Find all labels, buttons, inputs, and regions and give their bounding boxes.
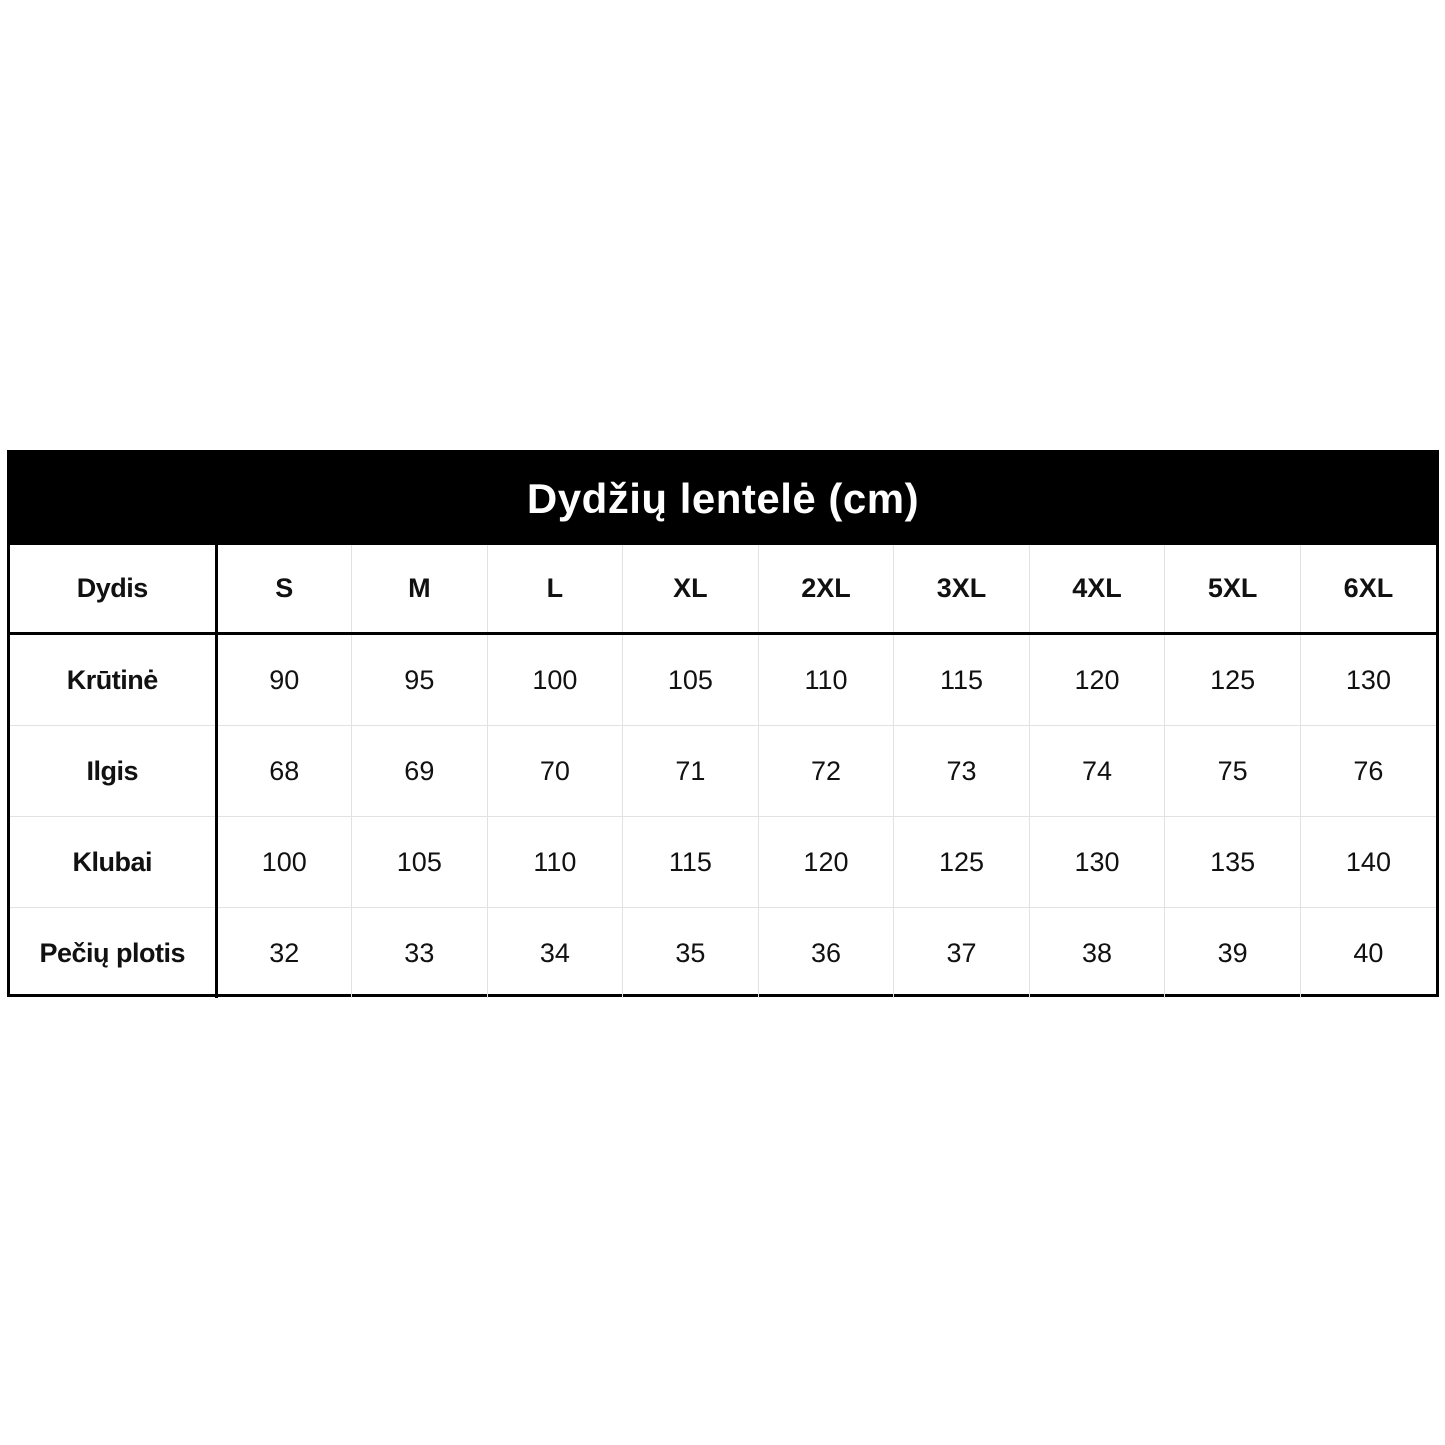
size-header-cell: XL bbox=[623, 545, 759, 634]
table-cell: 110 bbox=[487, 817, 623, 908]
row-label: Krūtinė bbox=[10, 634, 216, 726]
table-cell: 75 bbox=[1165, 726, 1301, 817]
table-cell: 90 bbox=[216, 634, 352, 726]
table-cell: 135 bbox=[1165, 817, 1301, 908]
table-cell: 100 bbox=[216, 817, 352, 908]
size-header-cell: 6XL bbox=[1300, 545, 1436, 634]
table-cell: 115 bbox=[894, 634, 1030, 726]
table-cell: 34 bbox=[487, 908, 623, 999]
table-cell: 32 bbox=[216, 908, 352, 999]
table-cell: 130 bbox=[1029, 817, 1165, 908]
table-cell: 69 bbox=[352, 726, 488, 817]
table-cell: 95 bbox=[352, 634, 488, 726]
table-cell: 100 bbox=[487, 634, 623, 726]
table-cell: 40 bbox=[1353, 937, 1384, 968]
table-row bbox=[10, 726, 1436, 817]
table-cell: 105 bbox=[352, 817, 488, 908]
table-cell: 71 bbox=[623, 726, 759, 817]
size-table bbox=[10, 545, 1436, 998]
table-cell: 125 bbox=[1165, 634, 1301, 726]
table-cell: 39 bbox=[1165, 908, 1301, 999]
table-cell: 37 bbox=[894, 908, 1030, 999]
table-cell: 115 bbox=[623, 817, 759, 908]
size-header-cell: 2XL bbox=[758, 545, 894, 634]
table-cell: 38 bbox=[1029, 908, 1165, 999]
table-cell: 120 bbox=[758, 817, 894, 908]
row-label: Pečių plotis bbox=[10, 908, 216, 999]
table-cell: 36 bbox=[758, 908, 894, 999]
table-cell: 72 bbox=[758, 726, 894, 817]
table-cell: 73 bbox=[894, 726, 1030, 817]
table-cell: 35 bbox=[623, 908, 759, 999]
table-cell: 120 bbox=[1029, 634, 1165, 726]
size-header-cell: 3XL bbox=[894, 545, 1030, 634]
table-row bbox=[10, 817, 1436, 908]
table-cell: 140 bbox=[1300, 817, 1436, 908]
table-cell: 130 bbox=[1300, 634, 1436, 726]
size-chart bbox=[7, 450, 1439, 997]
table-row bbox=[10, 634, 1436, 726]
table-row bbox=[10, 908, 1436, 999]
table-cell: 68 bbox=[216, 726, 352, 817]
table-cell: 76 bbox=[1300, 726, 1436, 817]
header-label: Dydis bbox=[10, 545, 216, 634]
row-label: Ilgis bbox=[10, 726, 216, 817]
size-header-cell: 4XL bbox=[1029, 545, 1165, 634]
table-cell: 105 bbox=[623, 634, 759, 726]
size-header-cell: M bbox=[352, 545, 488, 634]
table-cell: 125 bbox=[894, 817, 1030, 908]
size-header-cell: L bbox=[487, 545, 623, 634]
table-cell: 110 bbox=[758, 634, 894, 726]
size-chart-title: Dydžių lentelė (cm) bbox=[10, 453, 1436, 545]
table-cell: 33 bbox=[352, 908, 488, 999]
table-cell: 74 bbox=[1029, 726, 1165, 817]
size-header-row bbox=[10, 545, 1436, 634]
size-header-cell: 5XL bbox=[1165, 545, 1301, 634]
table-cell: 70 bbox=[487, 726, 623, 817]
row-label: Klubai bbox=[10, 817, 216, 908]
size-header-cell: S bbox=[216, 545, 352, 634]
